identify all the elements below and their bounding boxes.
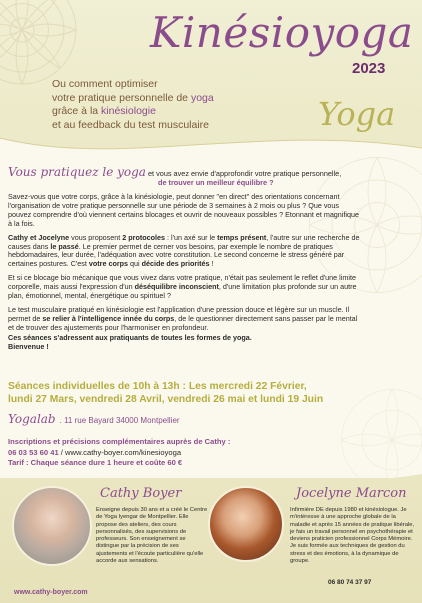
jocelyne-bio: Infirmière DE depuis 1980 et kinésiologue. Je m'intéresse à une approche globale de la maladie et après 15 années de pratique libérale, je fais un travail personnel en psychothérapie et deviens praticien professionnel Corps Mémoire. Je suis formée aux techniques de gestion du stress et des émotions, à la dynamique de groupe. [290,507,415,565]
website-link[interactable]: www.cathy-boyer.com/kinesioyoga [65,447,182,457]
jocelyne-phone: 06 80 74 37 97 [328,579,372,586]
text: vous proposent [69,232,123,242]
subtitle-text: votre pratique personnelle de [52,91,189,104]
sessions-schedule [8,380,420,406]
bold-text: votre corps [88,259,129,269]
intro-script: Vous pratiquez le yoga [8,165,146,179]
paragraph [8,274,363,301]
bold-text: déséquilibre inconscient [134,282,219,292]
cathy-website-link[interactable]: www.cathy-boyer.com [14,589,88,596]
text: ! [209,259,214,269]
subtitle-text: grâce à la [52,105,99,117]
text: : l'un axé sur le [165,232,218,242]
inscriptions-label: Inscriptions et précisions complémentaires auprès de Cathy : [8,437,231,446]
jocelyne-photo [208,486,284,562]
subtitle-line: Ou comment optimiser [52,78,158,90]
intro-text [8,165,418,187]
address-text: . 11 rue Bayard 34000 Montpellier [59,416,180,425]
inscriptions [8,437,408,469]
contact-line [8,448,408,459]
bold-text: 2 protocoles [122,232,166,242]
cathy-name: Cathy Boyer [100,486,182,501]
yoga-logo: Yoga [318,95,396,133]
main-content [8,193,363,357]
bold-text: Ces séances s'adressent aux pratiquants de toutes les formes de yoga. [8,332,252,342]
paragraph [8,334,363,352]
text: Et si ce blocage bio mécanique que vous vivez dans votre pratique, n'était pas seulement le reflet d'une limite corporelle, mais aussi l'expression d'un [8,273,356,292]
bold-text: Bienvenue ! [8,341,49,351]
intro-text-2: de trouver un meilleur équilibre ? [158,178,274,187]
tarif-label: Tarif : Chaque séance dure 1 heure et coûte 60 € [8,458,183,467]
text: Le test musculaire pratiqué en kinésiologie est l'application d'une pression douce et légère sur un muscle. Il permet de [8,304,350,323]
jocelyne-name: Jocelyne Marcon [296,486,407,501]
paragraph [8,234,363,270]
mandala-decoration-icon [0,0,82,90]
subtitle-highlight: kinésiologie [101,105,156,117]
year-label: 2023 [352,60,386,77]
text: , de le questionner directement sans passer par le mental et de trouver des ajustements pour l'harmoniser en profondeur. [8,313,358,332]
paragraph [8,306,363,333]
sessions-line: lundi 27 Mars, vendredi 28 Avril, vendredi 26 mai et lundi 19 Juin [8,394,324,405]
cathy-photo [12,486,92,566]
subtitle [52,78,312,132]
paragraph: Savez-vous que votre corps, grâce à la kinésiologie, peut donner "en direct" des orientations concernant l'organisation de votre pratique personnelle sur une période de 3 semaines à 2 mois ou plus ? Que vous pouvez comprendre d'où viennent certains blocages et ouvrir de nouveaux possibles ? Etonnant et magnifique à la fois. [8,192,359,228]
main-title: Kinésioyoga [150,8,414,57]
bold-text: Cathy et Jocelyne [8,232,70,242]
cathy-bio: Enseigne depuis 30 ans et a créé le Centre de Yoga Iyengar de Montpellier. Elle propose des ateliers, des cours personnalisés, des supervisions de professeurs. Son enseignement se distingue par la précision de ses ajustements et l'écoute particulière qu'elle accorde aux sensations. [96,507,208,565]
bold-text: temps présent [217,232,267,242]
separator: / [58,447,66,457]
subtitle-highlight: yoga [190,91,214,104]
text: . Le premier permet de cerner vos besoins, par exemple le nombre de pratiques hebdomadaires, leur durée, l'adéquation avec votre constitution. Le second concerne le stress généré par certaines postures. C'est [8,241,345,269]
yogalab-logo: Yogalab [8,412,56,426]
bold-text: le passé [50,241,79,251]
subtitle-line: et au feedback du test musculaire [52,118,210,131]
text: qui [128,259,142,269]
intro-text-1: et vous avez envie d'approfondir votre pratique personnelle, [145,169,342,178]
phone-number: 06 03 53 60 41 [8,447,59,457]
text: , l'autre sur une recherche de causes dans [8,232,360,251]
subtitle-line [52,105,312,119]
sessions-line: Séances individuelles de 10h à 13h : Les mercredi 22 Février, [8,381,307,392]
address [8,412,408,426]
subtitle-line [52,92,312,106]
bold-text: se relier à l'intelligence innée du corps [42,313,175,323]
bold-text: décide des priorités [141,259,210,269]
text: , d'une limitation plus profonde sur un autre plan, émotionnel, mental, énergétique ou spirituel ? [8,282,357,301]
